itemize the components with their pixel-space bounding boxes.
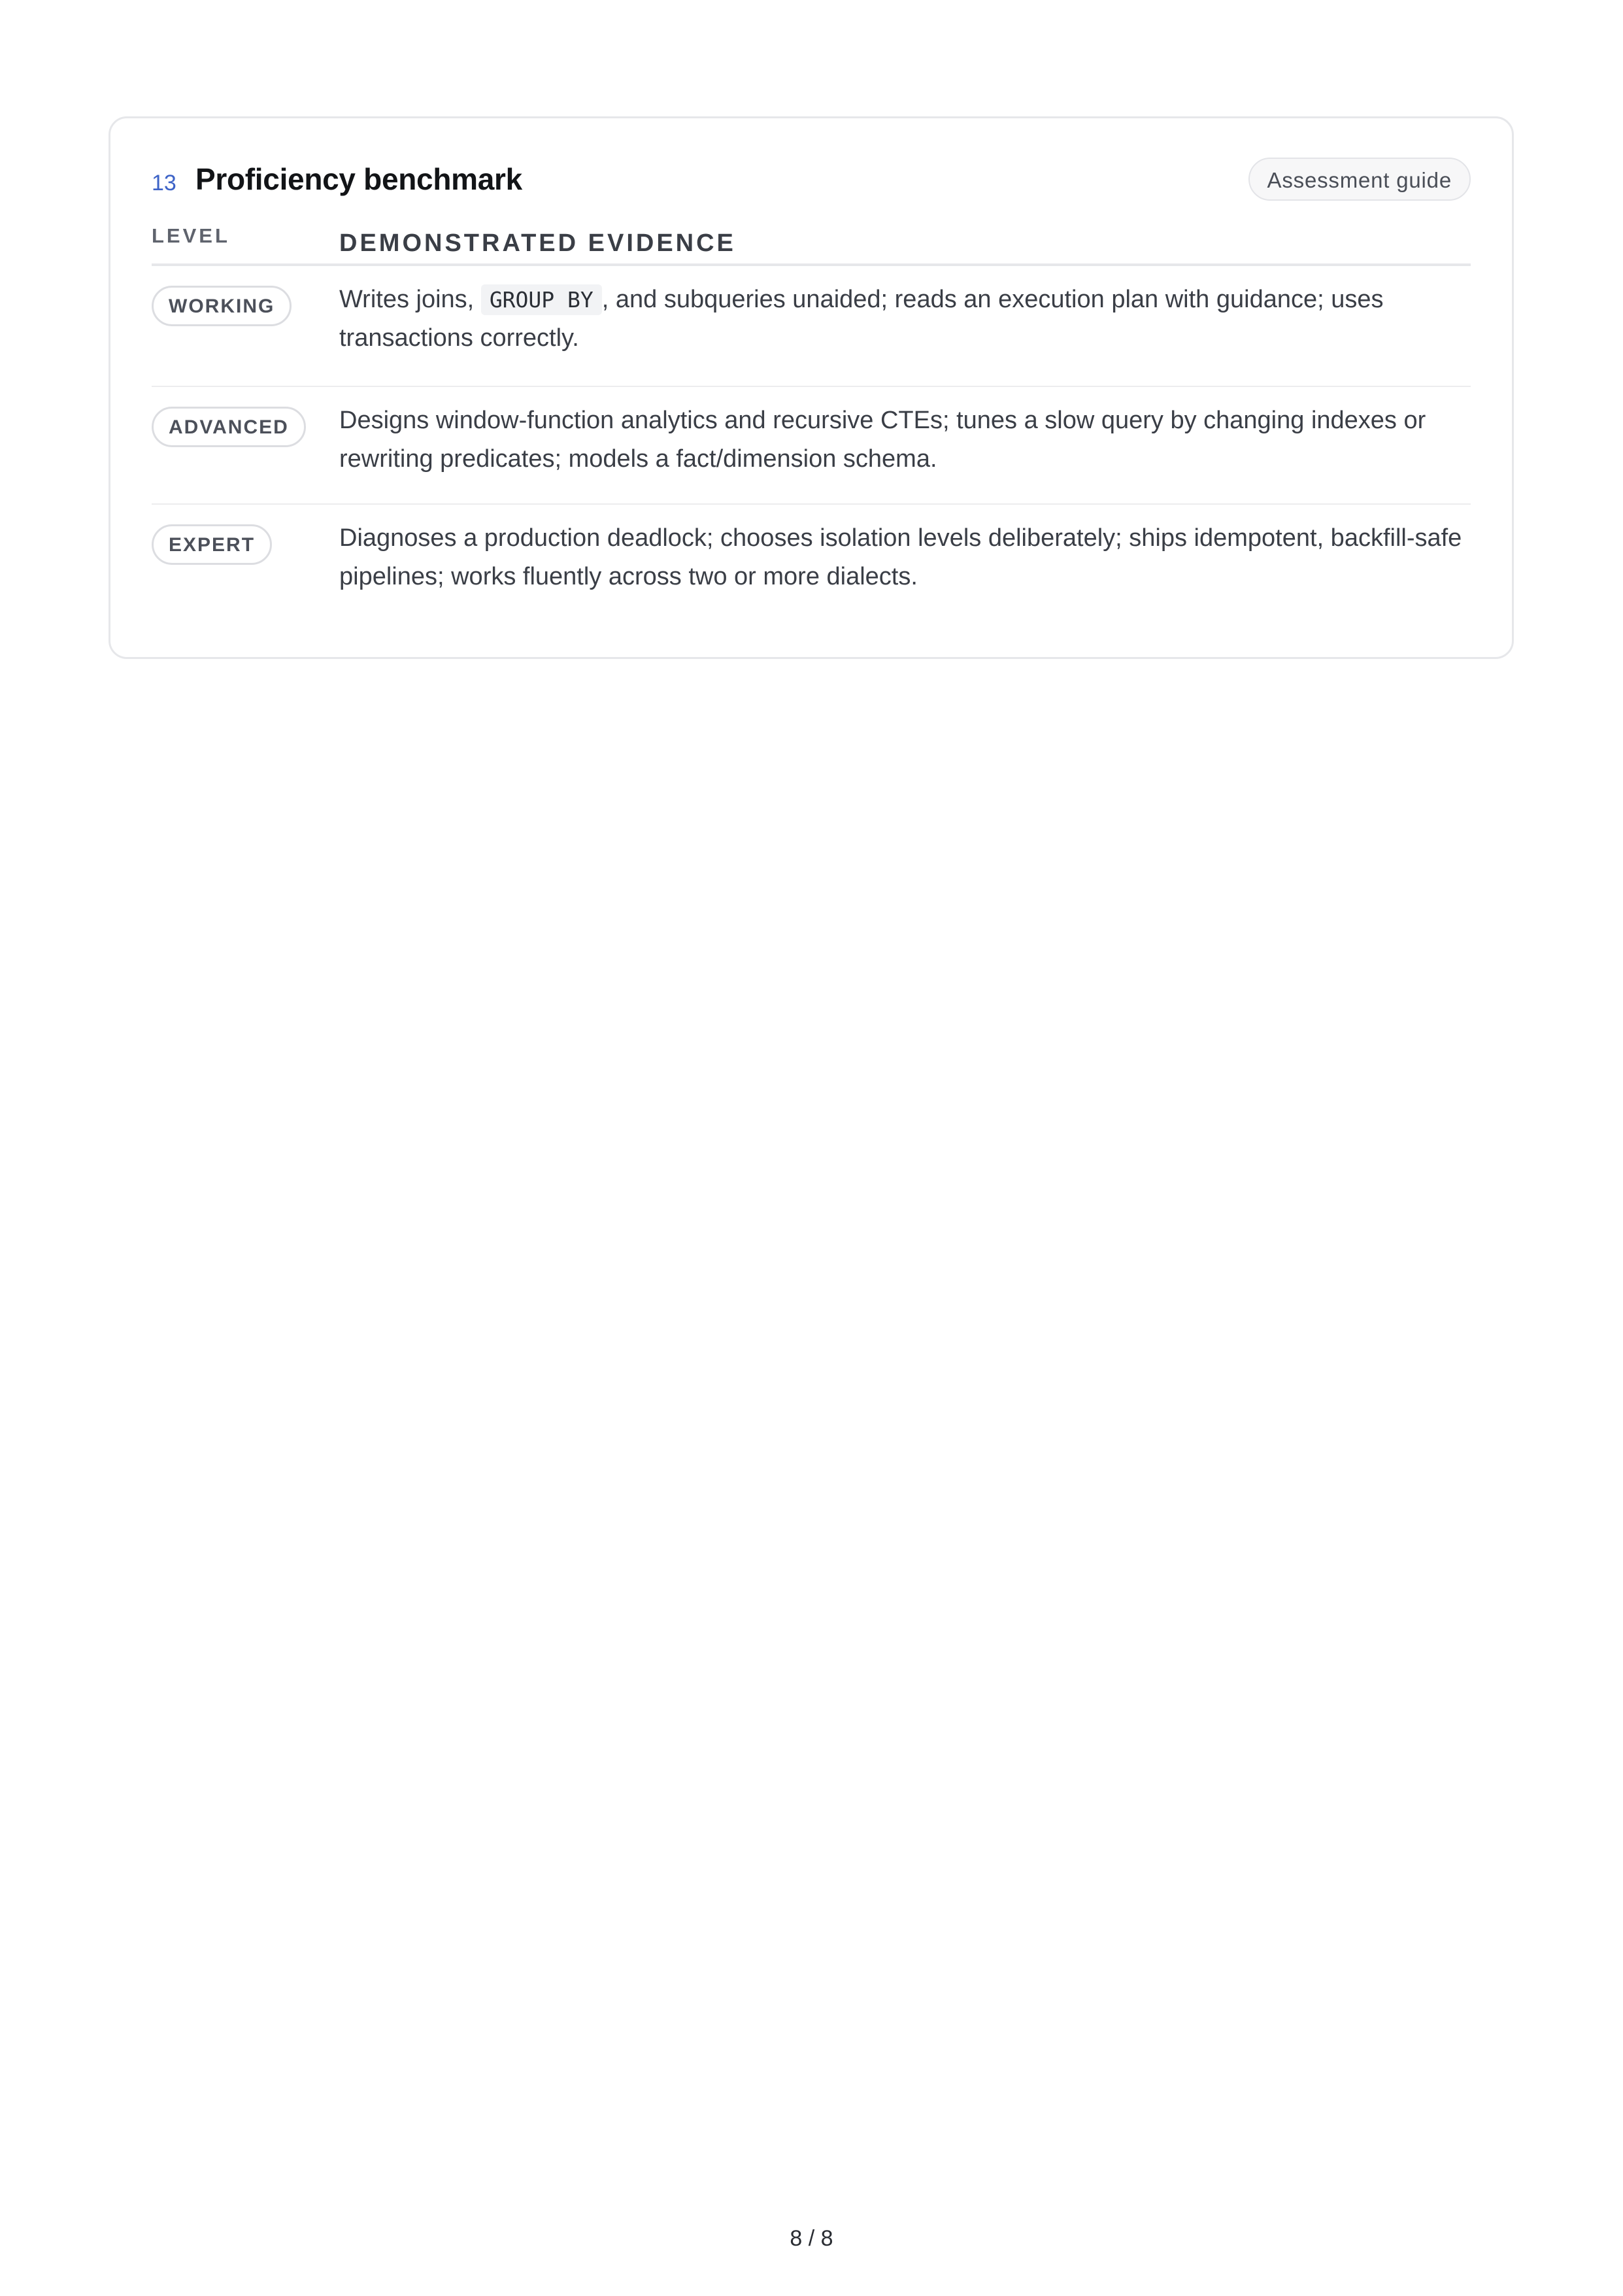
column-header-level: LEVEL [152, 224, 230, 247]
table-row [152, 505, 1471, 622]
level-badge-working: WORKING [152, 286, 292, 326]
table-row [152, 387, 1471, 505]
table-row [152, 266, 1471, 387]
evidence-text: Diagnoses a production deadlock; chooses isolation levels deliberately; ships idempotent, backfill-safe pipelines; works fluently across two or more dialects. [339, 524, 1462, 590]
evidence-text: Designs window-function analytics and recursive CTEs; tunes a slow query by changing indexes or rewriting predicates; models a fact/dimension schema. [339, 407, 1426, 473]
section-number: 13 [152, 171, 176, 195]
page-number: 8 / 8 [790, 2226, 833, 2251]
card-header [152, 158, 1471, 205]
evidence-text [339, 280, 1471, 358]
code-snippet: GROUP BY [481, 284, 602, 315]
level-badge-expert: EXPERT [152, 524, 272, 565]
section-title: Proficiency benchmark [195, 162, 522, 196]
level-badge-advanced: ADVANCED [152, 407, 306, 447]
assessment-guide-badge[interactable]: Assessment guide [1248, 158, 1471, 201]
column-header-evidence: DEMONSTRATED EVIDENCE [339, 229, 736, 257]
proficiency-benchmark-card [109, 116, 1514, 659]
evidence-text-start: Writes joins, [339, 286, 475, 313]
evidence-text-end: , and subqueries unaided; reads an execution plan with guidance; uses transactions correctly. [339, 286, 1384, 352]
table-header [152, 223, 1471, 266]
